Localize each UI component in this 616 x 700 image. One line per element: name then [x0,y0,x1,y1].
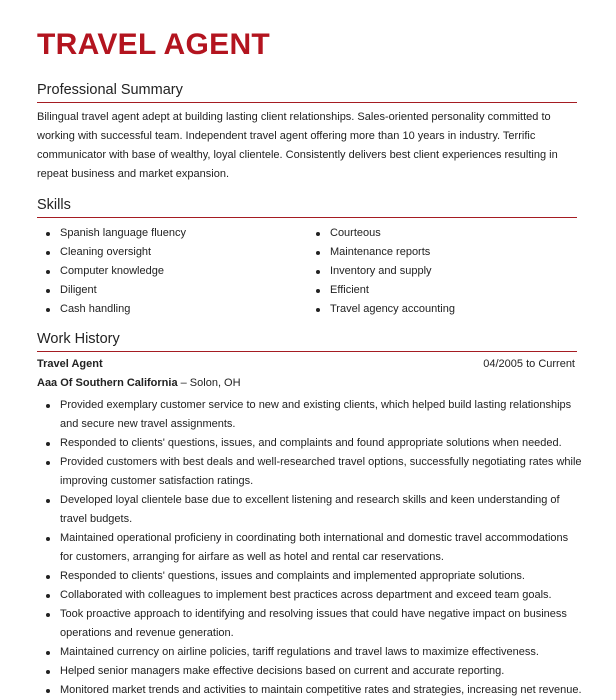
job-dates: 04/2005 to Current [483,358,575,370]
job-duties-list [37,396,582,700]
duty-item: Collaborated with colleagues to implement best practices across department and exceed team goals. [37,586,582,605]
skill-item: Travel agency accounting [307,300,455,319]
skill-item: Maintenance reports [307,243,455,262]
skills-divider [37,217,577,218]
job-title: Travel Agent [37,358,103,370]
duty-item: Developed loyal clientele base due to excellent listening and research skills and keen understanding of travel budgets. [37,491,582,529]
work-history-divider [37,351,577,352]
skill-item: Cleaning oversight [37,243,186,262]
skills-left-list [37,224,186,319]
duty-item: Responded to clients' questions, issues, and complaints and found appropriate solutions when needed. [37,434,582,453]
duty-item: Maintained currency on airline policies, tariff regulations and travel laws to maximize effectiveness. [37,643,582,662]
skill-item: Efficient [307,281,455,300]
work-history-heading: Work History [37,331,120,347]
skill-item: Computer knowledge [37,262,186,281]
duty-item: Provided exemplary customer service to new and existing clients, which helped build lasting relationships and secure new travel assignments. [37,396,582,434]
skills-heading: Skills [37,197,71,213]
duty-item: Helped senior managers make effective decisions based on current and accurate reporting. [37,662,582,681]
skill-item: Spanish language fluency [37,224,186,243]
candidate-name: TRAVEL AGENT [37,28,271,61]
summary-text: Bilingual travel agent adept at building lasting client relationships. Sales-oriented personality committed to working with successful team. Independent travel agent offering more than 10 years in industry. Terrific communicator with base of wealthy, loyal clientele. Consistently delivers best client experiences resulting in repeat business and market expansion. [37,111,558,180]
skill-item: Diligent [37,281,186,300]
skill-item: Cash handling [37,300,186,319]
job-location: – Solon, OH [177,377,241,389]
company-name: Aaa Of Southern California [37,377,178,389]
summary-divider [37,102,577,103]
duty-item: Monitored market trends and activities to maintain competitive rates and strategies, increasing net revenue. [37,681,582,700]
duty-item: Responded to clients' questions, issues and complaints and implemented appropriate solutions. [37,567,582,586]
duty-item: Maintained operational proficieny in coordinating both international and domestic travel accommodations for customers, arranging for airfare as well as hotel and rental car reservations. [37,529,582,567]
skill-item: Courteous [307,224,455,243]
skills-right-list [307,224,455,319]
skill-item: Inventory and supply [307,262,455,281]
duty-item: Took proactive approach to identifying and resolving issues that could have negative impact on business operations and revenue generation. [37,605,582,643]
summary-heading: Professional Summary [37,82,183,98]
job-employer [37,377,241,389]
duty-item: Provided customers with best deals and well-researched travel options, successfully negotiating rates while improving customer satisfaction ratings. [37,453,582,491]
